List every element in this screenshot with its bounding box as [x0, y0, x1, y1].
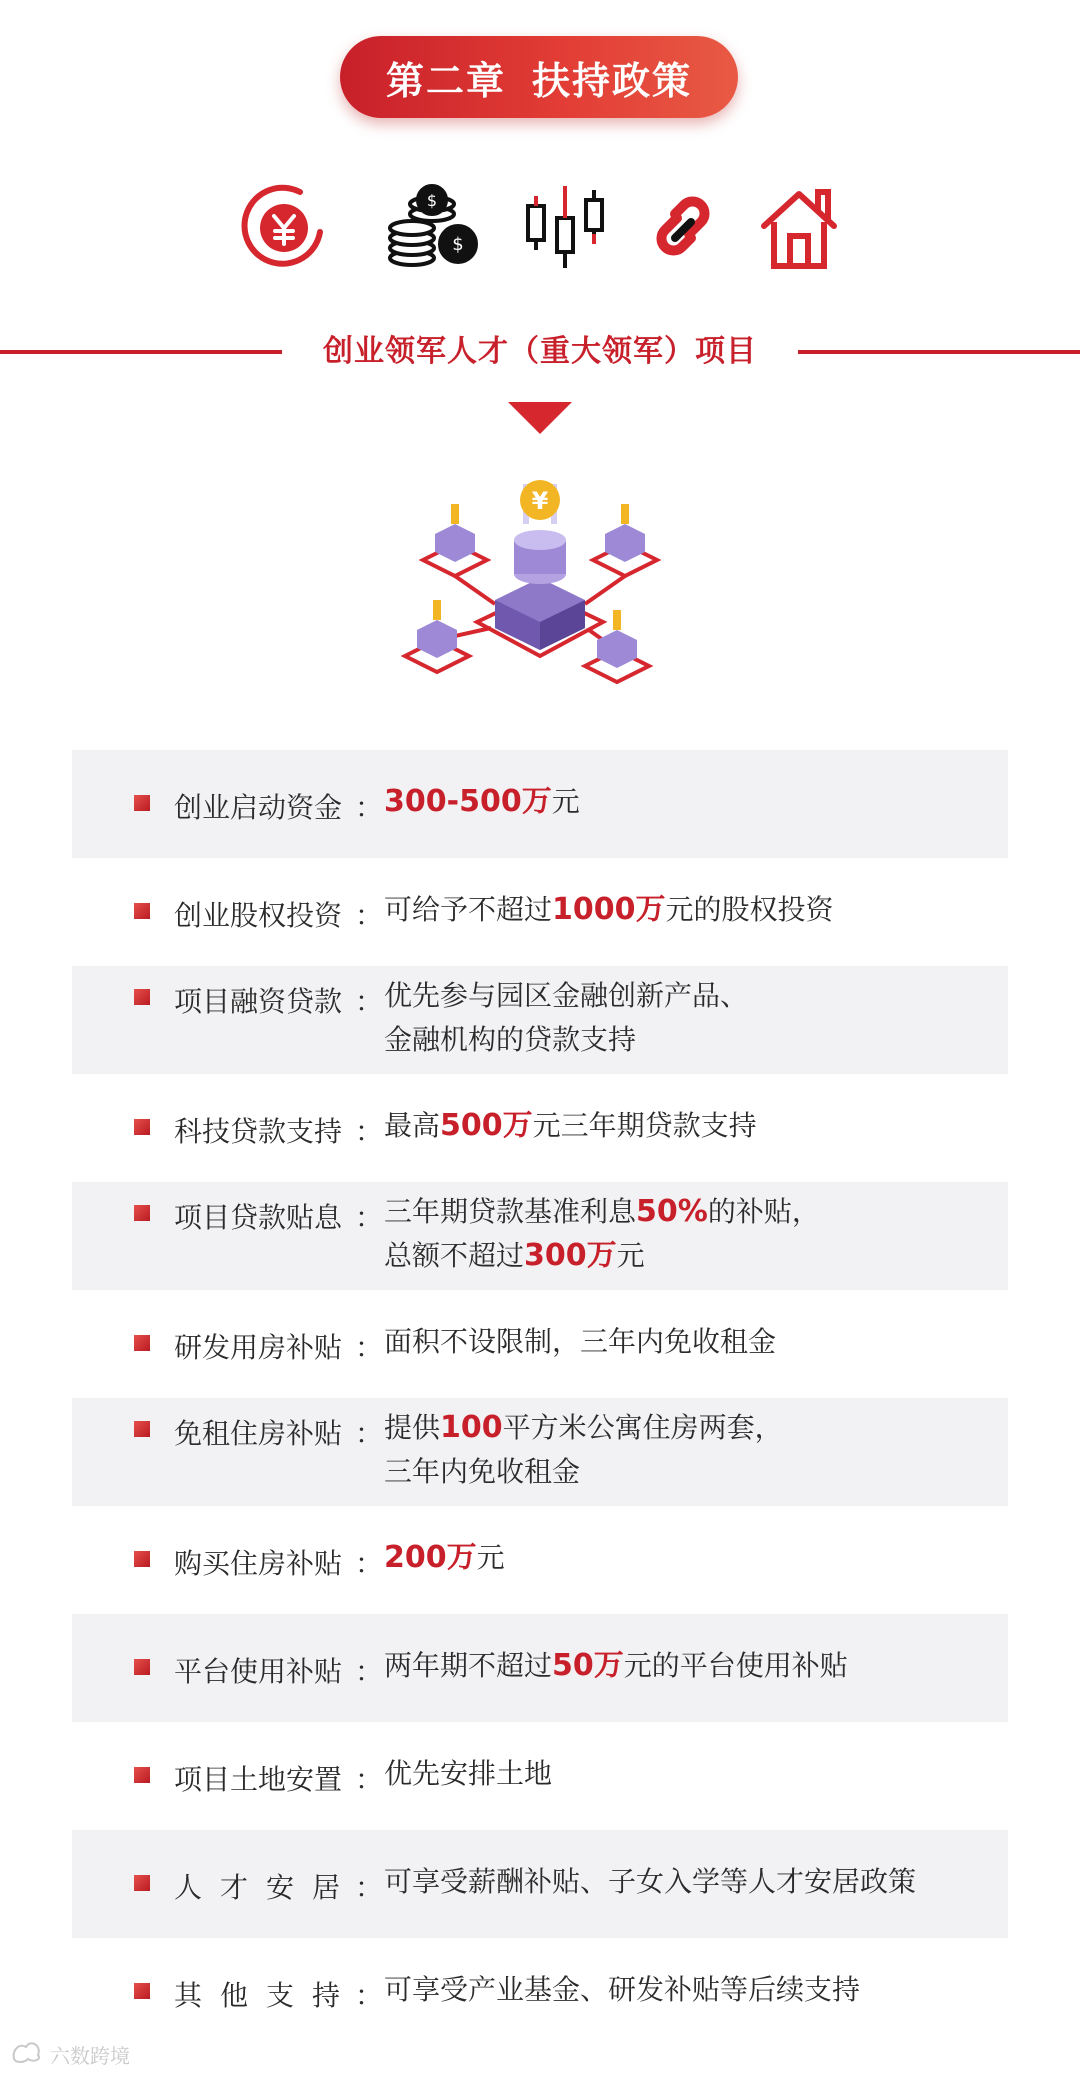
- content-line: [384, 780, 580, 824]
- svg-text:¥: ¥: [531, 487, 549, 515]
- policy-icon-row: [0, 182, 1080, 272]
- policy-content: [384, 974, 748, 1062]
- policy-content: [384, 1536, 505, 1580]
- policy-row: [72, 1074, 1008, 1182]
- policy-label: 其他支持: [174, 1979, 359, 2012]
- highlight-value: 500万: [440, 1108, 533, 1143]
- content-text: 总额不超过: [384, 1239, 525, 1272]
- highlight-value: 200万: [384, 1540, 477, 1575]
- content-text: 元的平台使用补贴: [623, 1649, 848, 1682]
- policy-content: [384, 1644, 848, 1688]
- policy-label: 创业股权投资: [174, 899, 343, 932]
- policy-row: [72, 1290, 1008, 1398]
- content-text: 平方米公寓住房两套，: [502, 1411, 783, 1444]
- policy-label: 购买住房补贴: [174, 1547, 343, 1580]
- policy-label: 科技贷款支持: [174, 1115, 343, 1148]
- bullet-icon: [134, 1421, 150, 1437]
- bullet-icon: [134, 1767, 150, 1783]
- policy-content: [384, 1406, 783, 1494]
- label-colon: ：: [355, 1417, 384, 1450]
- label-colon: ：: [355, 1201, 384, 1234]
- policy-content: [384, 780, 580, 824]
- label-colon: ：: [355, 791, 384, 824]
- content-text: 可享受薪酬补贴、子女入学等人才安居政策: [384, 1865, 917, 1898]
- candlestick-icon: [520, 182, 610, 270]
- yen-circle-icon: [240, 182, 328, 270]
- policy-row: [72, 1182, 1008, 1290]
- svg-text:$: $: [426, 191, 438, 210]
- policy-list: [72, 750, 1008, 2046]
- policy-row: [72, 1938, 1008, 2046]
- content-text: 元的股权投资: [665, 893, 834, 926]
- label-colon: ：: [355, 1547, 384, 1580]
- content-line: [384, 1018, 748, 1062]
- content-line: [384, 1644, 848, 1688]
- chapter-title: 扶持政策: [532, 57, 693, 103]
- content-text: 金融机构的贷款支持: [384, 1023, 637, 1056]
- content-line: [384, 1190, 820, 1234]
- svg-text:$: $: [452, 234, 464, 255]
- bullet-icon: [134, 1119, 150, 1135]
- content-text: 元: [551, 785, 580, 818]
- policy-label: 项目土地安置: [174, 1763, 343, 1796]
- bullet-icon: [134, 1983, 150, 1999]
- content-line: [384, 1968, 860, 2012]
- chapter-number: 第二章: [385, 57, 506, 103]
- section-title: 创业领军人才（重大领军）项目: [323, 334, 757, 369]
- logo-icon: [10, 2041, 44, 2068]
- label-colon: ：: [355, 899, 384, 932]
- content-text: 可给予不超过: [384, 893, 553, 926]
- policy-content: [384, 888, 834, 932]
- policy-content: [384, 1104, 757, 1148]
- bullet-icon: [134, 1551, 150, 1567]
- policy-content: [384, 1320, 776, 1364]
- watermark-text: 六数跨境: [50, 2044, 130, 2068]
- policy-row: [72, 1506, 1008, 1614]
- label-colon: ：: [355, 1871, 384, 1904]
- content-line: [384, 1536, 505, 1580]
- policy-label: 平台使用补贴: [174, 1655, 343, 1688]
- policy-row: [72, 1722, 1008, 1830]
- content-text: 元: [616, 1239, 645, 1272]
- chapter-title-banner: [340, 36, 738, 118]
- down-arrow-icon: [508, 402, 572, 434]
- policy-content: [384, 1860, 916, 1904]
- bullet-icon: [134, 1875, 150, 1891]
- policy-label: 人才安居: [174, 1871, 359, 1904]
- policy-label: 项目贷款贴息: [174, 1201, 343, 1234]
- label-colon: ：: [355, 1115, 384, 1148]
- bullet-icon: [134, 795, 150, 811]
- policy-content: [384, 1752, 552, 1796]
- content-line: [384, 888, 834, 932]
- house-icon: [756, 182, 842, 270]
- policy-content: [384, 1190, 820, 1278]
- policy-row: [72, 1830, 1008, 1938]
- policy-row: [72, 858, 1008, 966]
- label-colon: ：: [355, 1331, 384, 1364]
- coin-stacks-icon: [382, 182, 482, 270]
- highlight-value: 100: [440, 1410, 503, 1445]
- funding-platform-illustration: [395, 470, 685, 710]
- policy-label: 创业启动资金: [174, 791, 343, 824]
- section-heading: [0, 332, 1080, 372]
- content-line: [384, 1450, 783, 1494]
- content-text: 优先安排土地: [384, 1757, 553, 1790]
- policy-row: [72, 1398, 1008, 1506]
- content-text: 最高: [384, 1109, 441, 1142]
- content-text: 元三年期贷款支持: [532, 1109, 757, 1142]
- content-line: [384, 1860, 916, 1904]
- bullet-icon: [134, 1335, 150, 1351]
- label-colon: ：: [355, 1979, 384, 2012]
- policy-row: [72, 750, 1008, 858]
- label-colon: ：: [355, 1655, 384, 1688]
- content-text: 优先参与园区金融创新产品、: [384, 979, 749, 1012]
- content-text: 两年期不超过: [384, 1649, 553, 1682]
- highlight-value: 300-500万: [384, 784, 552, 819]
- heading-divider-right: [798, 350, 1080, 354]
- bullet-icon: [134, 1659, 150, 1675]
- highlight-value: 300万: [524, 1238, 617, 1273]
- heading-divider-left: [0, 350, 282, 354]
- content-line: [384, 1406, 783, 1450]
- policy-label: 免租住房补贴: [174, 1417, 343, 1450]
- label-colon: ：: [355, 1763, 384, 1796]
- label-colon: ：: [355, 985, 384, 1018]
- content-text: 可享受产业基金、研发补贴等后续支持: [384, 1973, 861, 2006]
- highlight-value: 1000万: [552, 892, 666, 927]
- content-text: 元: [476, 1541, 505, 1574]
- content-text: 提供: [384, 1411, 441, 1444]
- content-text: 面积不设限制，三年内免收租金: [384, 1325, 777, 1358]
- content-text: 的补贴，: [707, 1195, 820, 1228]
- policy-label: 研发用房补贴: [174, 1331, 343, 1364]
- policy-row: [72, 966, 1008, 1074]
- content-text: 三年内免收租金: [384, 1455, 581, 1488]
- link-icon: [643, 182, 723, 270]
- bullet-icon: [134, 989, 150, 1005]
- bullet-icon: [134, 903, 150, 919]
- highlight-value: 50%: [636, 1194, 708, 1229]
- watermark: [10, 2040, 130, 2069]
- policy-label: 项目融资贷款: [174, 985, 343, 1018]
- bullet-icon: [134, 1205, 150, 1221]
- content-text: 三年期贷款基准利息: [384, 1195, 637, 1228]
- policy-content: [384, 1968, 860, 2012]
- content-line: [384, 1234, 820, 1278]
- content-line: [384, 1104, 757, 1148]
- content-line: [384, 1320, 776, 1364]
- content-line: [384, 1752, 552, 1796]
- content-line: [384, 974, 748, 1018]
- highlight-value: 50万: [552, 1648, 624, 1683]
- policy-row: [72, 1614, 1008, 1722]
